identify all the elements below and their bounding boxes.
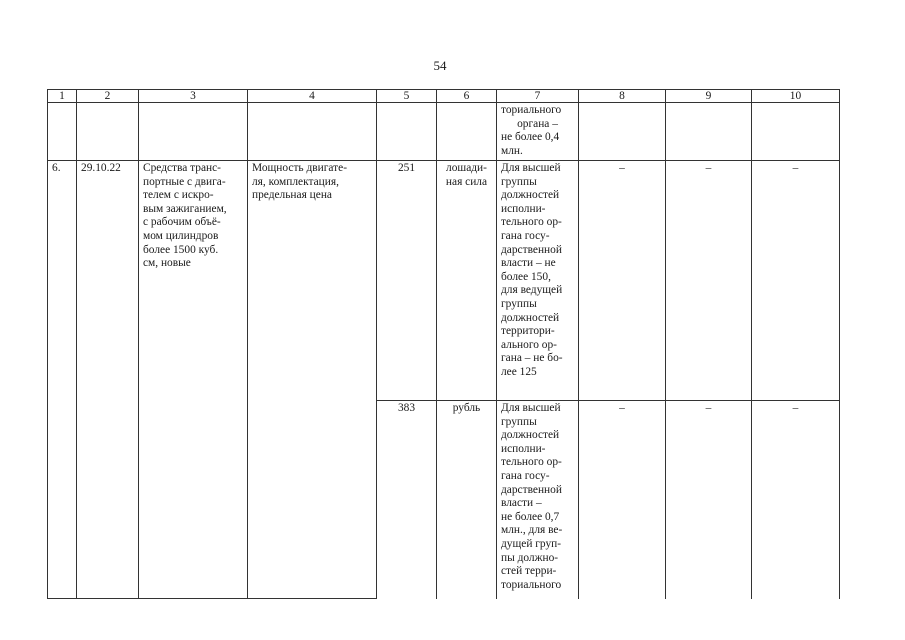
value-line: должностей [501, 311, 560, 324]
cont-cell-6 [437, 103, 497, 161]
name-line: Средства транс- [143, 162, 221, 174]
column-header-8: 8 [579, 90, 666, 103]
name-line: портные с двига- [143, 175, 226, 188]
value-line: стей терри- [501, 565, 557, 578]
column-header-4: 4 [248, 90, 377, 103]
cont-cell-10 [752, 103, 840, 161]
row-name [139, 161, 248, 599]
value-cell [497, 161, 579, 401]
value-line: гана госу- [501, 229, 550, 242]
value-line: гана – не бо- [501, 352, 563, 365]
value-line: дущей груп- [501, 537, 562, 550]
unit-name [437, 161, 497, 401]
okei-code: 383 [377, 401, 437, 599]
name-line: вым зажиганием, [143, 202, 227, 215]
value-line: исполни- [501, 442, 546, 455]
value-line: дарственной [501, 243, 562, 256]
row-number: 6. [48, 161, 77, 599]
regulation-table [47, 89, 840, 599]
column-number-row [48, 90, 840, 103]
value-line: власти – [501, 497, 542, 510]
char-line: предельная цена [252, 189, 332, 202]
col8-value: – [579, 161, 666, 401]
col9-value: – [666, 401, 752, 599]
value-line: ального ор- [501, 338, 557, 351]
cont-line: млн. [501, 144, 523, 157]
page-number: 54 [433, 58, 447, 73]
value-line: лее 125 [501, 365, 537, 378]
cont-cell-3 [139, 103, 248, 161]
cont-cell-2 [77, 103, 139, 161]
okei-code: 251 [377, 161, 437, 401]
column-header-10: 10 [752, 90, 840, 103]
value-line: территори- [501, 325, 555, 338]
col10-value: – [752, 161, 840, 401]
unit-line: лошади- [446, 162, 487, 174]
value-line: Для высшей [501, 162, 561, 174]
char-line: ля, комплектация, [252, 175, 339, 188]
cont-cell-9 [666, 103, 752, 161]
col10-value: – [752, 401, 840, 599]
value-line: более 150, [501, 270, 551, 283]
column-header-9: 9 [666, 90, 752, 103]
cont-cell-7 [497, 103, 579, 161]
value-line: гана госу- [501, 469, 550, 482]
value-line: тельного ор- [501, 216, 562, 229]
value-line: группы [501, 415, 537, 428]
column-header-5: 5 [377, 90, 437, 103]
value-line: ториального [501, 578, 562, 591]
value-line: дарственной [501, 483, 562, 496]
name-line: см, новые [143, 257, 191, 270]
row-characteristics [248, 161, 377, 599]
value-line: должностей [501, 189, 560, 202]
value-line: не более 0,7 [501, 510, 560, 523]
cont-cell-5 [377, 103, 437, 161]
continuation-row [48, 103, 840, 161]
unit-line: ная сила [445, 175, 488, 188]
value-line: группы [501, 175, 537, 188]
column-header-1: 1 [48, 90, 77, 103]
unit-line: рубль [452, 402, 481, 414]
cont-cell-4 [248, 103, 377, 161]
value-line: должностей [501, 429, 560, 442]
name-line: с рабочим объё- [143, 216, 221, 229]
column-header-7: 7 [497, 90, 579, 103]
value-line: тельного ор- [501, 456, 562, 469]
unit-name [437, 401, 497, 599]
cont-cell-1 [48, 103, 77, 161]
cont-line: не более 0,4 [501, 131, 560, 144]
value-line: млн., для ве- [501, 524, 563, 537]
name-line: более 1500 куб. [143, 243, 219, 256]
row-code: 29.10.22 [77, 161, 139, 599]
col8-value: – [579, 401, 666, 599]
cont-line: ториального [501, 104, 562, 116]
value-line: пы должно- [501, 551, 559, 564]
name-line: телем с искро- [143, 189, 214, 202]
value-line: власти – не [501, 257, 556, 270]
table-row [48, 161, 840, 401]
column-header-6: 6 [437, 90, 497, 103]
char-line: Мощность двигате- [252, 162, 347, 174]
value-cell [497, 401, 579, 599]
value-line: исполни- [501, 202, 546, 215]
value-line: Для высшей [501, 402, 561, 414]
column-header-3: 3 [139, 90, 248, 103]
cont-cell-8 [579, 103, 666, 161]
name-line: мом цилиндров [143, 229, 219, 242]
col9-value: – [666, 161, 752, 401]
column-header-2: 2 [77, 90, 139, 103]
cont-line: органа – [517, 117, 558, 130]
value-line: группы [501, 297, 537, 310]
value-line: для ведущей [501, 284, 563, 297]
